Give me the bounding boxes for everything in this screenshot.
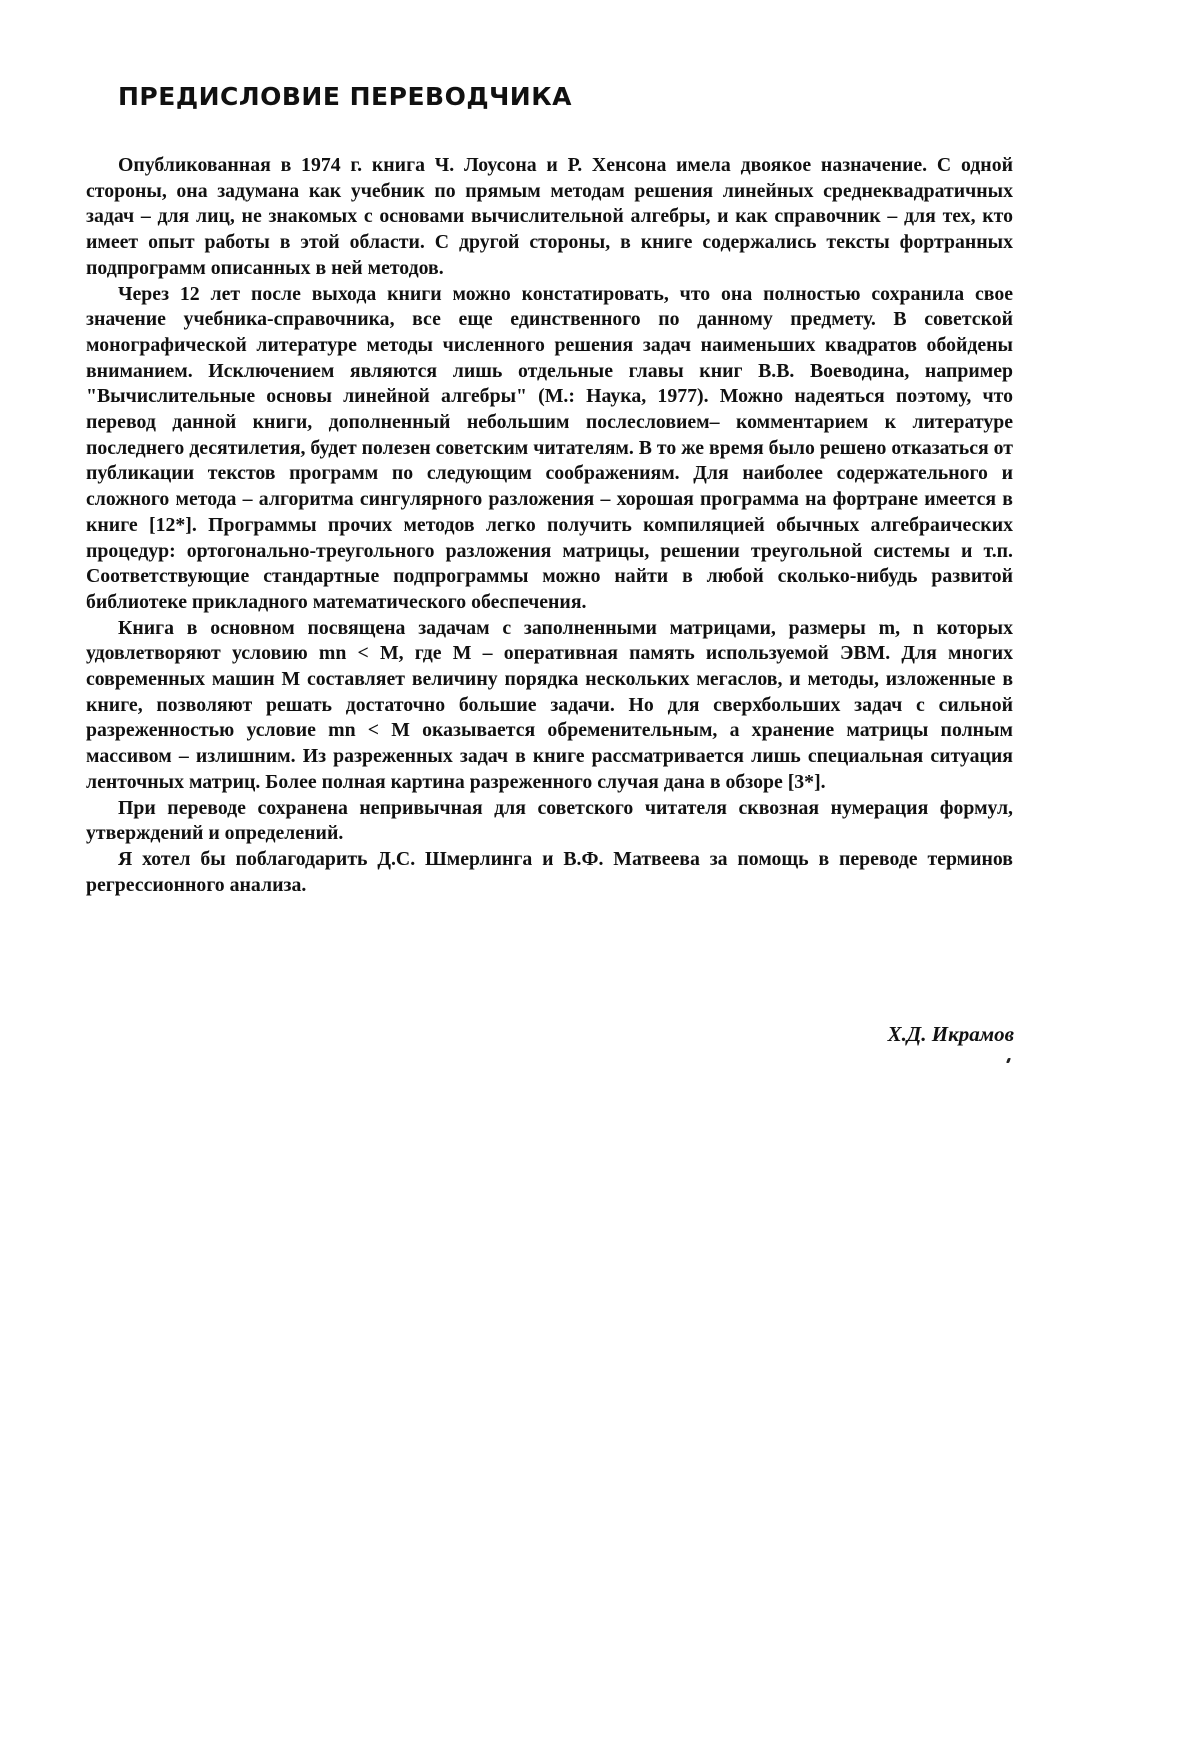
stray-print-mark <box>1006 1058 1011 1063</box>
translator-signature: Х.Д. Икрамов <box>887 1022 1014 1046</box>
paragraph-5: Я хотел бы поблагодарить Д.С. Шмерлинга и В.Ф. Матвеева за помощь в переводе терминов регрессионного анализа. <box>86 847 1013 896</box>
paragraph-3: Книга в основном посвящена задачам с заполненными матрицами, размеры m, n которых удовлетворяют условию mn < M, где M – оперативная память используемой ЭВМ. Для многих современных машин M составляет величину порядка нескольких мегаслов, и методы, изложенные в книге, позволяют решать достаточно большие задачи. Но для сверхбольших задач с сильной разреженностью условие mn < M оказывается обременительным, а хранение матрицы полным массивом – излишним. Из разреженных задач в книге рассматривается лишь специальная ситуация ленточных матриц. Более полная картина разреженного случая дана в обзоре [3*]. <box>86 616 1013 793</box>
paragraph-1: Опубликованная в 1974 г. книга Ч. Лоусона и Р. Хенсона имела двоякое назначение. С одной стороны, она задумана как учебник по прямым методам решения линейных среднеквадратичных задач – для лиц, не знакомых с основами вычислительной алгебры, и как справочник – для тех, кто имеет опыт работы в этой области. С другой стороны, в книге содержались тексты фортранных подпрограмм описанных в ней методов. <box>86 154 1013 279</box>
preface-body <box>86 153 1013 898</box>
paragraph-2: Через 12 лет после выхода книги можно констатировать, что она полностью сохранила свое значение учебника-справочника, все еще единственного по данному предмету. В советской монографической литературе методы численного решения задач наименьших квадратов обойдены вниманием. Исключением являются лишь отдельные главы книг В.В. Воеводина, например "Вычислительные основы линейной алгебры" (М.: Наука, 1977). Можно надеяться поэтому, что перевод данной книги, дополненный небольшим послесловием– комментарием к литературе последнего десятилетия, будет полезен советским читателям. В то же время было решено отказаться от публикации текстов программ по следующим соображениям. Для наиболее содержательного и сложного метода – алгоритма сингулярного разложения – хорошая программа на фортране имеется в книге [12*]. Программы прочих методов легко получить компиляцией обычных алгебраических процедур: ортогонально-треугольного разложения матрицы, решении треугольной системы и т.п. Соответствующие стандартные подпрограммы можно найти в любой сколько-нибудь развитой библиотеке прикладного математического обеспечения. <box>86 282 1013 613</box>
page-heading: ПРЕДИСЛОВИЕ ПЕРЕВОДЧИКА <box>118 82 573 111</box>
paragraph-4: При переводе сохранена непривычная для советского читателя сквозная нумерация формул, утверждений и определений. <box>86 796 1013 845</box>
